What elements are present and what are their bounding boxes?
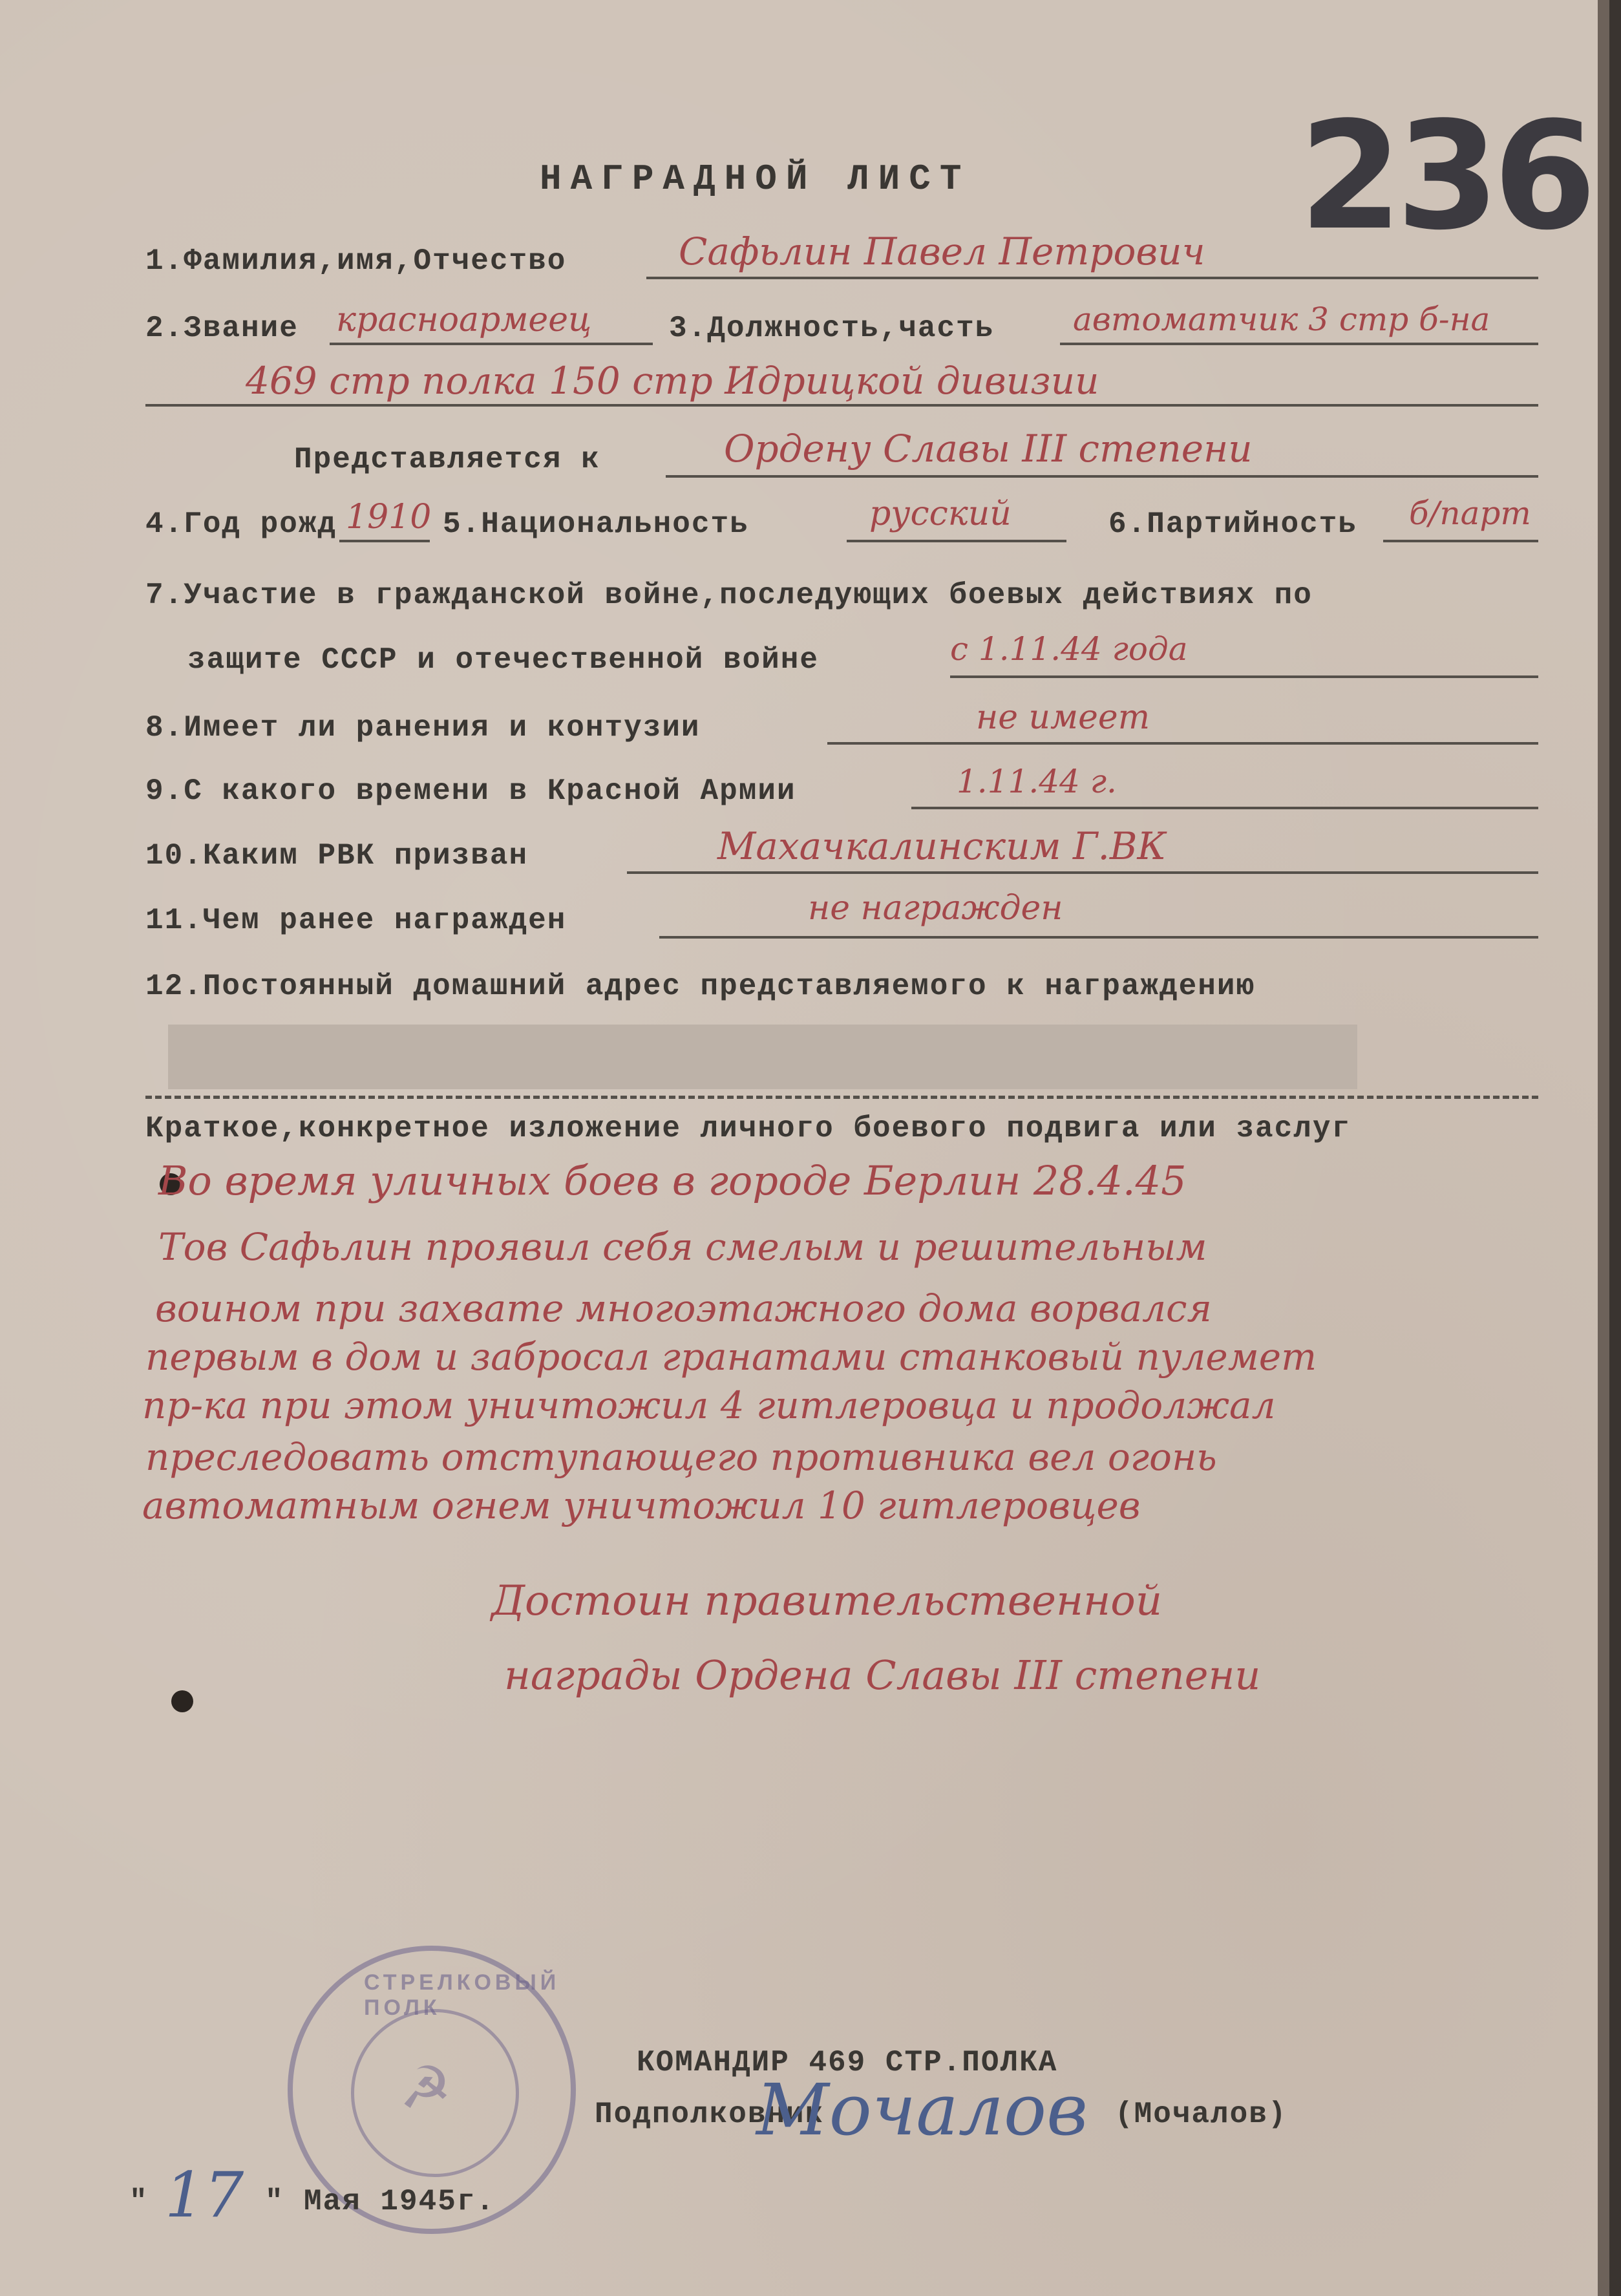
summary-line-6: преследовать отступающего противника вел огонь xyxy=(145,1435,1217,1479)
summary-line-3: воином при захвате многоэтажного дома ворвался xyxy=(155,1286,1212,1330)
present-value: Ордену Славы III степени xyxy=(724,427,1253,471)
field-11-label: 11.Чем ранее награжден xyxy=(145,904,567,937)
summary-line-5: пр-ка при этом уничтожил 4 гитлеровца и продолжал xyxy=(142,1383,1276,1427)
commander-rank: Подполковник xyxy=(595,2098,825,2131)
redacted-address xyxy=(168,1025,1357,1089)
commander-position: КОМАНДИР 469 СТР.ПОЛКА xyxy=(637,2046,1058,2079)
section-divider xyxy=(145,1096,1538,1099)
summary-line-4: первым в дом и забросал гранатами станковый пулемет xyxy=(145,1335,1317,1379)
field-7-label-2: защите СССР и отечественной войне xyxy=(187,643,819,677)
field-2-line xyxy=(330,343,653,345)
summary-line-1: Во время уличных боев в городе Берлин 28.4.45 xyxy=(158,1157,1187,1204)
field-12-label: 12.Постоянный домашний адрес представляемого к награждению xyxy=(145,970,1256,1003)
field-6-label: 6.Партийность xyxy=(1108,507,1357,541)
field-11-line xyxy=(659,936,1538,939)
field-3-line-a xyxy=(1060,343,1538,345)
field-6-value: б/парт xyxy=(1409,494,1531,532)
field-10-label: 10.Каким РВК призван xyxy=(145,839,529,873)
field-1-value: Сафьлин Павел Петрович xyxy=(679,229,1205,273)
stamp-text: СТРЕЛКОВЫЙ ПОЛК xyxy=(364,1970,560,2020)
commander-name: (Мочалов) xyxy=(1115,2098,1287,2131)
document-title: НАГРАДНОЙ ЛИСТ xyxy=(540,158,971,200)
field-4-label: 4.Год рожд xyxy=(145,507,337,541)
field-3-value-a: автоматчик 3 стр б-на xyxy=(1073,301,1490,338)
conclusion-line-1: Достоин правительственной xyxy=(491,1577,1163,1625)
field-1-label: 1.Фамилия,имя,Отчество xyxy=(145,244,567,278)
summary-line-7: автоматным огнем уничтожил 10 гитлеровцев xyxy=(142,1483,1141,1527)
sheet-number: 236 xyxy=(1299,90,1591,263)
field-10-line xyxy=(627,871,1538,874)
field-2-label: 2.Звание xyxy=(145,312,299,345)
field-5-line xyxy=(847,540,1066,542)
field-1-line xyxy=(646,277,1538,279)
field-3-value-b: 469 стр полка 150 стр Идрицкой дивизии xyxy=(246,359,1099,403)
date-month-year: Мая 1945г. xyxy=(304,2185,496,2218)
date-day: 17 xyxy=(165,2159,244,2231)
field-11-value: не награжден xyxy=(808,889,1063,928)
field-10-value: Махачкалинским Г.ВК xyxy=(717,824,1167,868)
present-label: Представляется к xyxy=(294,443,600,476)
field-3-label: 3.Должность,часть xyxy=(669,312,995,345)
field-7-line xyxy=(950,675,1538,678)
stamp-emblem: ☭ xyxy=(399,2054,452,2122)
page-edge xyxy=(1598,0,1609,2296)
field-8-line xyxy=(827,742,1538,745)
field-9-label: 9.С какого времени в Красной Армии xyxy=(145,774,796,808)
field-2-value: красноармеец xyxy=(336,301,592,339)
commander-signature: Мочалов xyxy=(756,2068,1088,2151)
field-9-value: 1.11.44 г. xyxy=(957,763,1117,800)
summary-line-2: Тов Сафьлин проявил себя смелым и решительным xyxy=(158,1225,1207,1269)
field-6-line xyxy=(1383,540,1538,542)
date-close-quote: " xyxy=(265,2185,284,2218)
field-5-label: 5.Национальность xyxy=(443,507,749,541)
date-open-quote: " xyxy=(129,2185,149,2218)
conclusion-line-2: награды Ордена Славы III степени xyxy=(504,1652,1261,1699)
summary-label: Краткое,конкретное изложение личного боевого подвига или заслуг xyxy=(145,1112,1351,1145)
field-3-line-b xyxy=(145,404,1538,407)
field-7-value: с 1.11.44 года xyxy=(950,630,1188,668)
field-4-value: 1910 xyxy=(346,498,432,537)
field-8-value: не имеет xyxy=(976,698,1150,737)
field-9-line xyxy=(911,807,1538,809)
field-8-label: 8.Имеет ли ранения и контузии xyxy=(145,711,701,745)
punch-hole-bottom xyxy=(171,1690,193,1712)
field-7-label-1: 7.Участие в гражданской войне,последующих боевых действиях по xyxy=(145,579,1313,612)
present-line xyxy=(666,475,1538,478)
field-4-line xyxy=(339,540,430,542)
field-5-value: русский xyxy=(869,494,1012,533)
